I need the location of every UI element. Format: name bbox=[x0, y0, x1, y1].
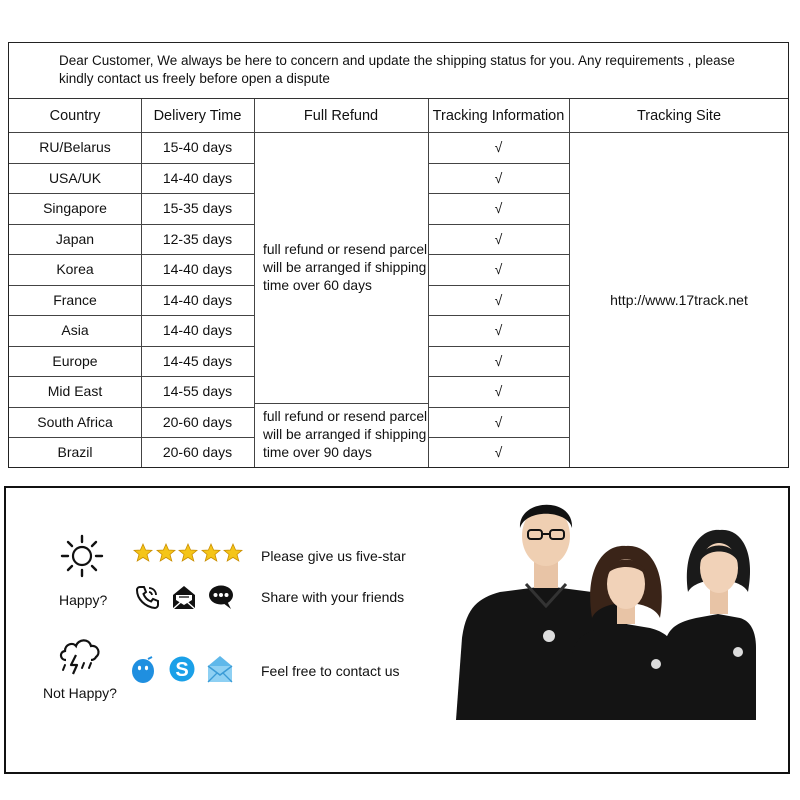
envelope-icon[interactable] bbox=[206, 654, 234, 684]
row-tracking-check: √ bbox=[494, 261, 503, 278]
mail-icon[interactable] bbox=[171, 583, 197, 611]
feedback-panel bbox=[4, 486, 790, 774]
row-tracking-check: √ bbox=[494, 169, 503, 186]
row-delivery-time: 20-60 days bbox=[162, 413, 233, 430]
row-country: France bbox=[53, 291, 97, 308]
tracking-site-link[interactable]: http://www.17track.net bbox=[610, 291, 748, 308]
star-icon[interactable] bbox=[201, 543, 221, 563]
row-tracking-check: √ bbox=[494, 383, 503, 400]
refund-policy-90-days: full refund or resend parcel will be arranged if shipping time over 90 days bbox=[263, 409, 428, 460]
phone-icon[interactable] bbox=[134, 584, 160, 610]
row-tracking-check: √ bbox=[494, 230, 503, 247]
header-tracking-site: Tracking Site bbox=[636, 107, 722, 124]
rating-request-text: Please give us five-star bbox=[261, 548, 406, 564]
row-delivery-time: 12-35 days bbox=[162, 230, 233, 247]
shipping-info-table bbox=[8, 42, 789, 468]
customer-notice: Dear Customer, We always be here to concern and update the shipping status for you. Any requirements , please kindly contact us freely before open a dispute bbox=[9, 43, 788, 99]
row-country: South Africa bbox=[37, 413, 113, 430]
row-delivery-time: 15-35 days bbox=[162, 200, 233, 217]
row-delivery-time: 14-40 days bbox=[162, 291, 233, 308]
star-icon[interactable] bbox=[156, 543, 176, 563]
row-country: Japan bbox=[55, 230, 95, 247]
header-country: Country bbox=[49, 107, 101, 124]
sun-icon bbox=[60, 534, 104, 578]
row-country: USA/UK bbox=[48, 169, 102, 186]
star-icon[interactable] bbox=[223, 543, 243, 563]
header-tracking-information: Tracking Information bbox=[432, 107, 565, 124]
header-delivery-time: Delivery Time bbox=[153, 107, 242, 124]
row-tracking-check: √ bbox=[494, 322, 503, 339]
refund-policy-60-days: full refund or resend parcel will be arranged if shipping time over 60 days bbox=[263, 241, 428, 293]
not-happy-label: Not Happy? bbox=[43, 685, 117, 701]
row-country: Singapore bbox=[43, 200, 107, 217]
skype-icon[interactable] bbox=[168, 654, 196, 684]
row-country: Korea bbox=[56, 261, 94, 278]
row-tracking-check: √ bbox=[494, 352, 503, 369]
row-country: Europe bbox=[52, 352, 98, 369]
chat-icon[interactable] bbox=[207, 583, 235, 610]
row-delivery-time: 14-40 days bbox=[162, 261, 233, 278]
happy-label: Happy? bbox=[59, 592, 108, 608]
row-country: Brazil bbox=[57, 444, 93, 461]
storm-cloud-icon bbox=[56, 634, 104, 676]
row-country: Mid East bbox=[47, 383, 103, 400]
row-delivery-time: 15-40 days bbox=[162, 139, 233, 156]
row-tracking-check: √ bbox=[494, 444, 503, 461]
row-delivery-time: 20-60 days bbox=[162, 444, 233, 461]
row-delivery-time: 14-40 days bbox=[162, 322, 233, 339]
row-country: Asia bbox=[61, 322, 89, 339]
row-tracking-check: √ bbox=[494, 413, 503, 430]
staff-photo bbox=[456, 488, 756, 720]
row-delivery-time: 14-40 days bbox=[162, 169, 233, 186]
contact-text: Feel free to contact us bbox=[261, 663, 400, 679]
star-icon[interactable] bbox=[133, 543, 153, 563]
staff-woman-right bbox=[660, 530, 756, 720]
qq-icon[interactable] bbox=[130, 656, 156, 684]
share-text: Share with your friends bbox=[261, 589, 405, 605]
row-delivery-time: 14-45 days bbox=[162, 352, 233, 369]
row-delivery-time: 14-55 days bbox=[162, 383, 233, 400]
row-country: RU/Belarus bbox=[39, 139, 111, 156]
row-tracking-check: √ bbox=[494, 291, 503, 308]
header-full-refund: Full Refund bbox=[303, 107, 379, 124]
star-icon[interactable] bbox=[178, 543, 198, 563]
row-tracking-check: √ bbox=[494, 139, 503, 156]
row-tracking-check: √ bbox=[494, 200, 503, 217]
svg-text:S: S bbox=[175, 659, 189, 681]
